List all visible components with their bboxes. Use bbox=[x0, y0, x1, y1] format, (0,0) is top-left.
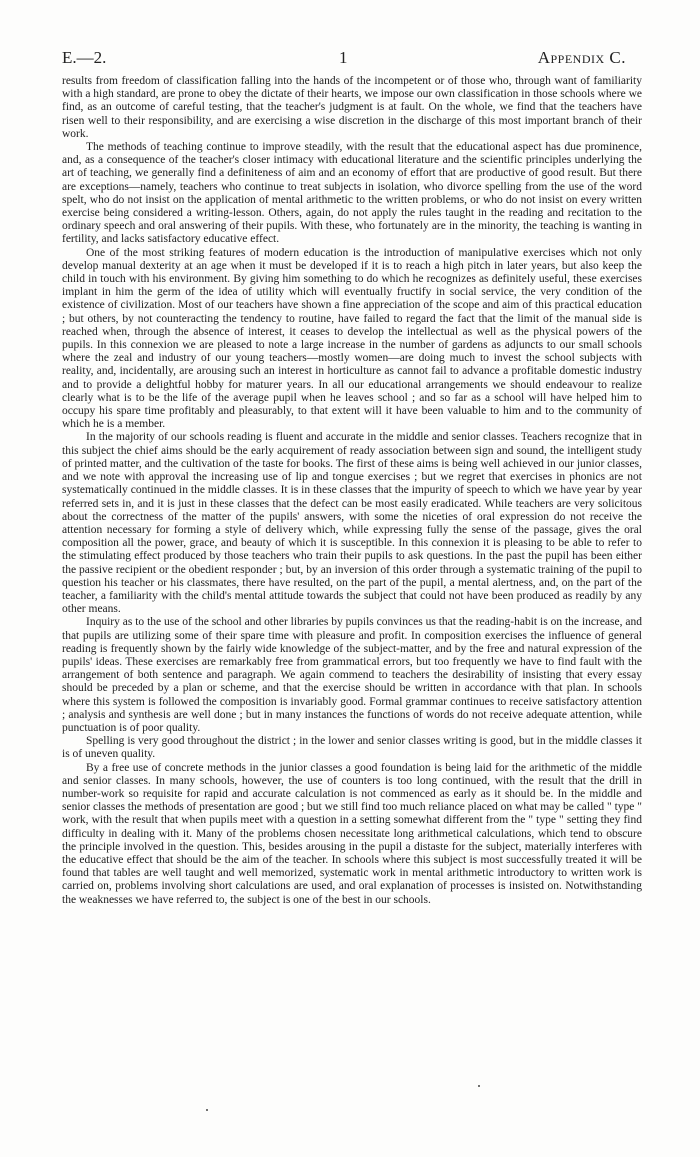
header-series-code: E.—2. bbox=[62, 48, 107, 67]
paragraph-teaching-methods: The methods of teaching continue to improve steadily, with the result that the educational aspect has due prominence, and, as a consequence of the teacher's closer intimacy with educational literature and the scientific principles underlying the art of teaching, we generally find a definiteness of aim and an economy of effort that are productive of good result. But there are exceptions—namely, teachers who continue to treat subjects in isolation, who divorce spelling from the use of the word spelt, who do not insist on the application of mental arithmetic to the written problems, or who do not insist on every written exercise being considered a writing-lesson. Others, again, do not apply the rules taught in the reading and recitation to the ordinary speech and oral answering of their pupils. With these, who fortunately are in the minority, the teaching is wanting in fertility, and lacks satisfactory educative effect. bbox=[62, 141, 642, 246]
header-page-number: 1 bbox=[339, 48, 348, 67]
paragraph-classification: results from freedom of classification falling into the hands of the incompetent or of those who, through want of familiarity with a high standard, are prone to obey the dictate of their hearts, we impose our own classification in those schools where we find, as an outcome of careful testing, that the teacher's judgment is at fault. On the whole, we find that the teachers have risen well to their responsibility, and are exercising a wise discretion in the discharge of this most important branch of their work. bbox=[62, 75, 642, 140]
paragraph-spelling: Spelling is very good throughout the district ; in the lower and senior classes writing is good, but in the middle classes it is of uneven quality. bbox=[62, 735, 642, 761]
paragraph-reading: In the majority of our schools reading is fluent and accurate in the middle and senior classes. Teachers recognize that in this subject the chief aims should be the early acquirement of ready association between sign and sound, the intelligent study of printed matter, and the cultivation of the taste for books. The first of these aims is being well achieved in our junior classes, and we note with approval the increasing use of lip and tongue exercises ; but we regret that exercises in phonics are not systematically continued in the middle classes. It is in these classes that the impurity of speech to which we have year by year referred sets in, and it is just in these classes that the defect can be most easily eradicated. While teachers are very solicitous about the correctness of the matter of the pupils' answers, with some the niceties of oral expression do not receive the attention necessary for forming a style of delivery which, while expressing fully the sense of the passage, gives the oral composition all the power, grace, and beauty of which it is susceptible. In this connexion it is pleasing to be able to refer to the stimulating effect produced by those teachers who train their pupils to ask questions. In the past the pupil has been either the passive recipient or the obedient responder ; but, by an inversion of this order through a systematic training of the pupil to question his teacher or his classmates, there have resulted, on the part of the pupil, a mental alertness, and, on the part of the teacher, a familiarity with the child's mental attitude towards the subject that could not have been produced as readily by any other means. bbox=[62, 431, 642, 616]
paragraph-libraries-composition: Inquiry as to the use of the school and other libraries by pupils convinces us that the reading-habit is on the increase, and that pupils are utilizing some of their spare time with pleasure and profit. In composition exercises the influence of general reading is frequently shown by the fairly wide knowledge of the subject-matter, and by the free and natural expression of the pupils' ideas. These exercises are remarkably free from grammatical errors, but too frequently we have to find fault with the arrangement of both sentence and paragraph. We again commend to teachers the desirability of insisting that every essay should be preceded by a plan or scheme, and that the exercise should be written in accordance with that plan. In schools where this system is followed the composition is invariably good. Formal grammar continues to receive satisfactory attention ; analysis and synthesis are well done ; but in many instances the functions of words do not receive adequate attention, while punctuation is of poor quality. bbox=[62, 616, 642, 734]
header-appendix-label: Appendix C. bbox=[537, 48, 626, 67]
paragraph-manipulative-exercises: One of the most striking features of modern education is the introduction of manipulative exercises which not only develop manual dexterity at an age when it must be developed if it is to reach a high pitch in later years, but also keep the child in touch with his environment. By giving him something to do which he recognizes as definitely useful, these exercises implant in him the germ of the idea of utility which will eventually fructify in social service, the very condition of the existence of civilization. Most of our teachers have shown a fine appreciation of the scope and aim of this practical education ; but others, by not counteracting the tendency to routine, have failed to regard the fact that the limit of the manual side is reached when, through the absence of interest, it ceases to develop the intellectual as well as the physical powers of the pupils. In this connexion we are pleased to note a large increase in the number of gardens as adjuncts to our small schools where the zeal and industry of our young teachers—mostly women—are doing much to invest the school subjects with reality, and, incidentally, are arousing such an interest in horticulture as cannot fail to advance a profitable domestic industry and to provide a delightful hobby for maturer years. In all our educational arrangements we should endeavour to realize clearly what is to be the life of the average pupil when he leaves school ; and so far as a school will have helped him to occupy his spare time profitably and pleasurably, to that extent will it have been valuable to him and to the community of which he is a member. bbox=[62, 246, 642, 431]
print-speck bbox=[206, 1109, 208, 1111]
print-speck bbox=[478, 1085, 480, 1087]
report-body bbox=[62, 75, 642, 907]
page-header bbox=[62, 48, 626, 70]
paragraph-arithmetic: By a free use of concrete methods in the junior classes a good foundation is being laid for the arithmetic of the middle and senior classes. In many schools, however, the use of counters is too long continued, with the result that the drill in number-work so requisite for rapid and accurate calculation is not commenced as early as it should be. In the middle and senior classes the methods of presentation are good ; but we still find too much reliance placed on what may be called " type " work, with the result that when pupils meet with a question in a setting somewhat different from the " type " setting they find difficulty in dealing with it. Many of the problems chosen necessitate long arithmetical calculations, which tend to obscure the principle involved in the question. This, besides arousing in the pupil a distaste for the subject, materially interferes with the educative effect that should be the aim of the teacher. In schools where this subject is most successfully treated it will be found that tables are well taught and well memorized, systematic work in mental arithmetic introductory to written work is carried on, problems involving short calculations are used, and oral explanation of processes is insisted on. Notwithstanding the weaknesses we have referred to, the subject is one of the best in our schools. bbox=[62, 761, 642, 906]
